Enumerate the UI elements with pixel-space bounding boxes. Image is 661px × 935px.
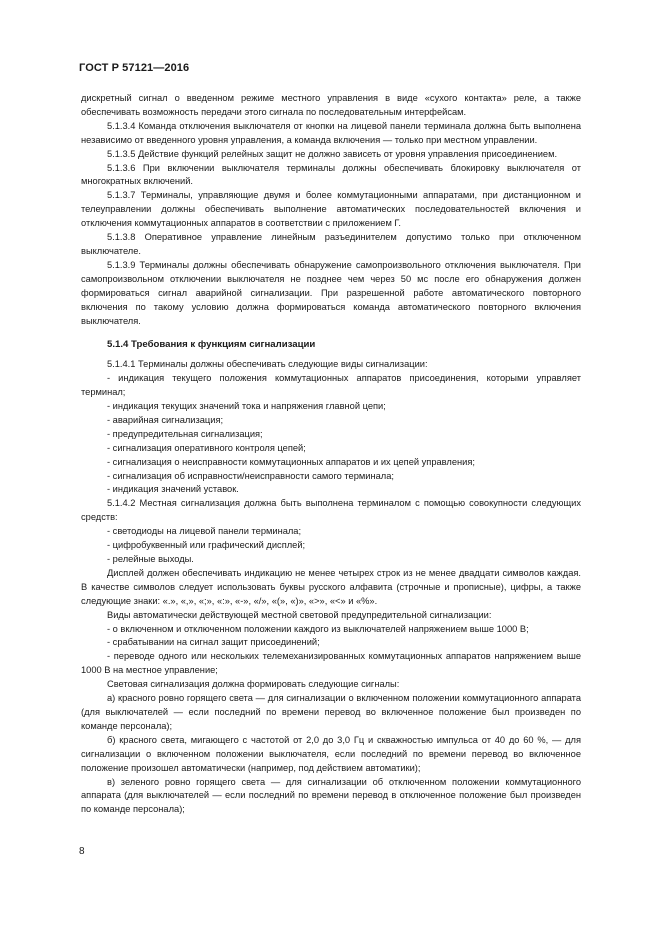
list-item: - предупредительная сигнализация; (107, 428, 263, 439)
paragraph-5-1-3-8: 5.1.3.8 Оперативное управление линейным разъединителем допустимо только при отключенном выключателе. (81, 232, 581, 256)
section-heading: 5.1.4 Требования к функциям сигнализации (107, 339, 316, 351)
paragraph-5-1-3-4: 5.1.3.4 Команда отключения выключателя от кнопки на лицевой панели терминала должна быть выполнена независимо от введенного уровня управления, а команда включения — только при местном управлении. (81, 120, 581, 145)
list-item: - индикация текущих значений тока и напряжения главной цепи; (107, 401, 386, 412)
paragraph-5-1-3-5: 5.1.3.5 Действие функций релейных защит не должно зависеть от уровня управления присоединением. (107, 148, 558, 159)
list-item: - светодиоды на лицевой панели терминала; (107, 526, 302, 537)
list-item: - релейные выходы. (107, 554, 194, 564)
paragraph-5-1-3-6: 5.1.3.6 При включении выключателя терминалы должны обеспечивать блокировку выключателя от многократных включений. (81, 162, 581, 187)
list-item: - аварийная сигнализация; (107, 414, 224, 425)
list-item: - переводе одного или нескольких телемеханизированных коммутационных аппаратов напряжением выше 1000 В на местное управление; (81, 651, 581, 676)
paragraph-display: Дисплей должен обеспечивать индикацию не менее четырех строк из не менее двадцати символов каждая. В качестве символов следует использовать буквы русского алфавита (строчные и прописные), цифры, а также следующие знаки: «.», «,», «;», «:», «-», «/», «(», «)», «>», «<» и «%». (81, 567, 581, 606)
list-item: - о включенном и отключенном положении каждого из выключателей напряжением выше 1000 В; (107, 623, 529, 634)
list-item: - срабатывании на сигнал защит присоединений; (107, 637, 320, 648)
paragraph-item-c: в) зеленого ровно горящего света — для сигнализации об отключенном положении коммутационного аппарата (для выключателей — если последний по времени перевод в отключенное положение был произведен по команде персонала); (81, 776, 581, 815)
paragraph-light-signals: Световая сигнализация должна формировать следующие сигналы: (107, 679, 400, 690)
paragraph-5-1-3-7: 5.1.3.7 Терминалы, управляющие двумя и более коммутационными аппаратами, при дистанционном и телеуправлении должны обеспечивать выполнение автоматических последовательностей включения и отключения коммутационных аппаратов в соответствии с приложением Г. (81, 190, 581, 229)
paragraph-item-b: б) красного света, мигающего с частотой от 2,0 до 3,0 Гц и скважностью импульса от 40 до 60 %, — для сигнализации о включенном положении выключателя, если последний по времени перевод во включенное положение произошел автоматически (например, под действием автоматики); (81, 734, 581, 773)
paragraph-5-1-4-1: 5.1.4.1 Терминалы должны обеспечивать следующие виды сигнализации: (107, 359, 428, 370)
document-body (81, 92, 581, 817)
list-item: - цифробуквенный или графический дисплей; (107, 540, 306, 551)
list-item: - сигнализация оперативного контроля цепей; (107, 442, 306, 453)
list-item: - индикация текущего положения коммутационных аппаратов присоединения, которыми управляет терминал; (81, 373, 581, 398)
page-header-title: ГОСТ Р 57121—2016 (79, 62, 190, 74)
list-item: - индикация значений уставок. (107, 484, 239, 495)
paragraph-item-a: а) красного ровно горящего света — для сигнализации о включенном положении коммутационного аппарата (для выключателей — если последний по времени перевод во включенное положение был произведен по команде персонала); (81, 693, 581, 731)
paragraph: дискретный сигнал о введенном режиме местного управления в виде «сухого контакта» реле, а также обеспечивать возможность передачи этого сигнала по последовательным интерфейсам. (81, 93, 581, 117)
page-number: 8 (79, 846, 85, 857)
paragraph-5-1-3-9: 5.1.3.9 Терминалы должны обеспечивать обнаружение самопроизвольного отключения выключателя. При самопроизвольном отключении выключателя не позднее чем через 50 мс после его обнаружения должен формироваться сигнал аварийной сигнализации. При разрешенной работе автоматического повторного включения по такому условию должна формироваться команда автоматического повторного включения выключателя. (81, 259, 581, 326)
paragraph-5-1-4-2: 5.1.4.2 Местная сигнализация должна быть выполнена терминалом с помощью совокупности следующих средств: (81, 498, 581, 523)
list-item: - сигнализация о неисправности коммутационных аппаратов и их цепей управления; (107, 456, 475, 467)
paragraph-signal-types: Виды автоматически действующей местной световой предупредительной сигнализации: (107, 609, 492, 620)
list-item: - сигнализация об исправности/неисправности самого терминала; (107, 470, 394, 481)
